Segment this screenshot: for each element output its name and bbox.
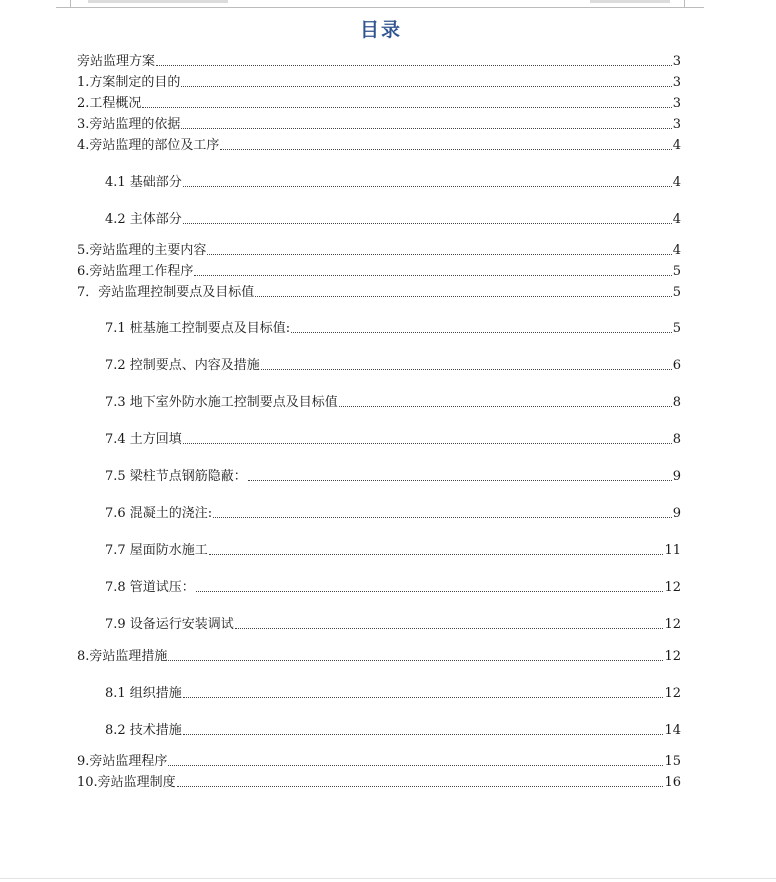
toc-dot-leader — [183, 697, 664, 698]
toc-entry[interactable] — [105, 393, 681, 410]
toc-entry-label: 10.旁站监理制度 — [77, 775, 176, 790]
toc-entry-label: 8.2 技术措施 — [105, 723, 182, 738]
toc-dot-leader — [181, 86, 671, 87]
toc-entry-label: 8.1 组织措施 — [105, 686, 182, 701]
toc-entry-page: 14 — [664, 723, 681, 738]
toc-entry[interactable] — [77, 647, 681, 664]
toc-entry-label: 7.2 控制要点、内容及措施 — [105, 358, 260, 373]
toc-entry-page: 16 — [664, 775, 681, 790]
toc-dot-leader — [177, 786, 664, 787]
toc-entry-page: 9 — [672, 506, 681, 521]
toc-entry[interactable] — [77, 262, 681, 279]
toc-entry[interactable] — [77, 94, 681, 111]
toc-entry-page: 15 — [664, 754, 681, 769]
toc-entry-label: 8.旁站监理措施 — [77, 649, 168, 664]
page-bottom-edge — [0, 878, 776, 879]
toc-entry[interactable] — [105, 467, 681, 484]
toc-dot-leader — [235, 628, 664, 629]
toc-entry-label: 7.9 设备运行安装调试 — [105, 617, 234, 632]
toc-entry[interactable] — [105, 615, 681, 632]
toc-entry-label: 4.2 主体部分 — [105, 212, 182, 227]
toc-entry[interactable] — [105, 541, 681, 558]
toc-entry-label: 7.4 土方回填 — [105, 432, 182, 447]
toc-entry-label: 7.1 桩基施工控制要点及目标值: — [105, 321, 291, 336]
toc-entry[interactable] — [77, 752, 681, 769]
toc-entry-page: 4 — [672, 212, 681, 227]
toc-entry[interactable] — [105, 430, 681, 447]
toc-dot-leader — [183, 734, 664, 735]
toc-entry-page: 6 — [672, 358, 681, 373]
toc-entry[interactable] — [77, 73, 681, 90]
toc-entry-page: 12 — [664, 617, 681, 632]
toc-entry-page: 3 — [672, 117, 681, 132]
toc-entry-label: 旁站监理方案 — [77, 54, 156, 69]
toc-entry-label: 9.旁站监理程序 — [77, 754, 168, 769]
toc-entry-page: 12 — [664, 686, 681, 701]
toc-dot-leader — [291, 332, 672, 333]
toc-entry-label: 7.8 管道试压： — [105, 580, 195, 595]
toc-dot-leader — [194, 275, 671, 276]
toc-entry-label: 4.1 基础部分 — [105, 175, 182, 190]
toc-dot-leader — [181, 128, 671, 129]
toc-entry-page: 8 — [672, 432, 681, 447]
toc-entry[interactable] — [77, 283, 681, 300]
toc-entry[interactable] — [105, 319, 681, 336]
toc-entry-label: 7.7 屋面防水施工 — [105, 543, 208, 558]
toc-entry[interactable] — [77, 52, 681, 69]
toc-entry-page: 3 — [672, 96, 681, 111]
toc-entry-page: 4 — [672, 243, 681, 258]
toc-entry-page: 9 — [672, 469, 681, 484]
toc-entry[interactable] — [105, 578, 681, 595]
toc-dot-leader — [248, 480, 672, 481]
toc-entry[interactable] — [105, 504, 681, 521]
toc-dot-leader — [339, 406, 672, 407]
toc-entry-label: 7.3 地下室外防水施工控制要点及目标值 — [105, 395, 338, 410]
toc-entry-label: 2.工程概况 — [77, 96, 142, 111]
toc-entry[interactable] — [77, 115, 681, 132]
toc-entry-label: 7.6 混凝土的浇注: — [105, 506, 213, 521]
toc-dot-leader — [156, 65, 672, 66]
toc-entry[interactable] — [77, 241, 681, 258]
toc-entry[interactable] — [105, 721, 681, 738]
toc-title: 目录 — [359, 19, 402, 41]
toc-entry-page: 4 — [672, 138, 681, 153]
toc-entry-page: 5 — [672, 264, 681, 279]
toc-entry-label: 5.旁站监理的主要内容 — [77, 243, 207, 258]
toc-entry[interactable] — [105, 210, 681, 227]
toc-dot-leader — [213, 517, 672, 518]
toc-entry[interactable] — [77, 773, 681, 790]
toc-entry-label: 1.方案制定的目的 — [77, 75, 181, 90]
toc-dot-leader — [207, 254, 671, 255]
toc-dot-leader — [183, 223, 672, 224]
toc-dot-leader — [196, 591, 664, 592]
toc-entry-label: 4.旁站监理的部位及工序 — [77, 138, 220, 153]
toc-entry-label: 6.旁站监理工作程序 — [77, 264, 194, 279]
toc-entry-page: 3 — [672, 75, 681, 90]
toc-dot-leader — [209, 554, 664, 555]
toc-dot-leader — [142, 107, 671, 108]
toc-entry-page: 4 — [672, 175, 681, 190]
toc-entry-page: 12 — [664, 649, 681, 664]
toc-entry-page: 8 — [672, 395, 681, 410]
toc-entry-label: 7．旁站监理控制要点及目标值 — [77, 285, 255, 300]
toc-entry-page: 12 — [664, 580, 681, 595]
toc-dot-leader — [220, 149, 671, 150]
toc-entry-page: 3 — [672, 54, 681, 69]
toc-entry[interactable] — [105, 684, 681, 701]
toc-dot-leader — [183, 443, 672, 444]
toc-dot-leader — [168, 765, 663, 766]
toc-dot-leader — [168, 660, 663, 661]
toc-dot-leader — [261, 369, 672, 370]
toc-entry-page: 11 — [664, 543, 681, 558]
toc-dot-leader — [183, 186, 672, 187]
toc-entry-page: 5 — [672, 321, 681, 336]
toc-entry-label: 7.5 梁柱节点钢筋隐蔽： — [105, 469, 247, 484]
toc-entry-label: 3.旁站监理的依据 — [77, 117, 181, 132]
toc-entry[interactable] — [77, 136, 681, 153]
toc-dot-leader — [255, 296, 671, 297]
toc-entry[interactable] — [105, 356, 681, 373]
toc-entry-page: 5 — [672, 285, 681, 300]
toc-entry[interactable] — [105, 173, 681, 190]
